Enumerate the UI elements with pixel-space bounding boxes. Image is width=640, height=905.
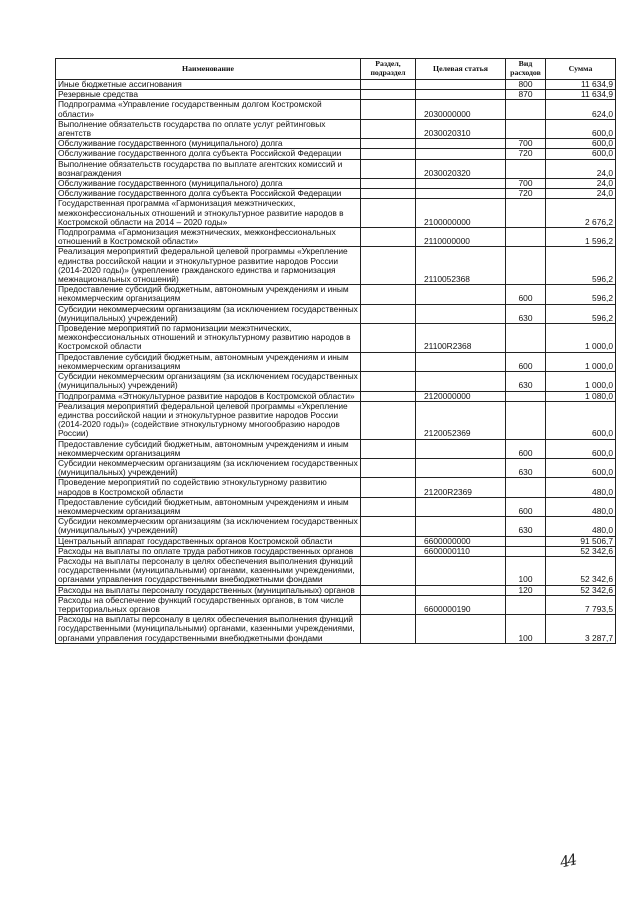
cell-name: Подпрограмма «Этнокультурное развитие народов в Костромской области»: [56, 391, 361, 401]
table-row: [56, 536, 616, 546]
cell-section: [361, 497, 416, 516]
header-type: Вид расходов: [506, 59, 546, 80]
cell-target: 6600000190: [416, 595, 506, 614]
cell-target: [416, 80, 506, 90]
table-row: [56, 100, 616, 119]
cell-type: [506, 247, 546, 285]
cell-type: 120: [506, 585, 546, 595]
cell-sum: 624,0: [546, 100, 616, 119]
cell-name: Иные бюджетные ассигнования: [56, 80, 361, 90]
cell-section: [361, 517, 416, 536]
cell-section: [361, 139, 416, 149]
cell-target: 2030020310: [416, 119, 506, 138]
cell-section: [361, 478, 416, 497]
cell-type: 600: [506, 285, 546, 304]
cell-sum: 1 000,0: [546, 324, 616, 353]
cell-name: Проведение мероприятий по гармонизации межэтнических, межконфессиональных отношений и этнокультурному развитию народов в Костромской области: [56, 324, 361, 353]
cell-name: Предоставление субсидий бюджетным, автономным учреждениям и иным некоммерческим организациям: [56, 497, 361, 516]
cell-type: 700: [506, 179, 546, 189]
table-row: [56, 285, 616, 304]
table-row: [56, 304, 616, 323]
cell-section: [361, 458, 416, 477]
cell-target: 2030020320: [416, 159, 506, 178]
cell-name: Расходы на выплаты персоналу государственных (муниципальных) органов: [56, 585, 361, 595]
cell-type: 600: [506, 439, 546, 458]
cell-target: 2100000000: [416, 199, 506, 228]
table-row: [56, 517, 616, 536]
cell-sum: 480,0: [546, 478, 616, 497]
cell-section: [361, 189, 416, 199]
table-row: [56, 372, 616, 391]
cell-section: [361, 80, 416, 90]
cell-name: Предоставление субсидий бюджетным, автономным учреждениям и иным некоммерческим организациям: [56, 439, 361, 458]
table-row: [56, 139, 616, 149]
cell-name: Субсидии некоммерческим организациям (за исключением государственных (муниципальных) учреждений): [56, 372, 361, 391]
table-row: [56, 458, 616, 477]
table-header-row: [56, 59, 616, 80]
cell-target: 6600000110: [416, 546, 506, 556]
cell-name: Расходы на выплаты персоналу в целях обеспечения выполнения функций государственными (муниципальными) органами, казенными учреждениями, органами управления государственными внебюджетными фондами: [56, 615, 361, 644]
table-row: [56, 352, 616, 371]
table-row: [56, 179, 616, 189]
cell-section: [361, 352, 416, 371]
table-row: [56, 228, 616, 247]
cell-sum: 596,2: [546, 304, 616, 323]
cell-sum: 24,0: [546, 179, 616, 189]
cell-section: [361, 324, 416, 353]
cell-type: 630: [506, 517, 546, 536]
cell-section: [361, 546, 416, 556]
cell-section: [361, 556, 416, 585]
cell-section: [361, 159, 416, 178]
cell-type: [506, 324, 546, 353]
cell-name: Реализация мероприятий федеральной целевой программы «Укрепление единства российской нации и этнокультурное развитие народов России (2014-2020 годы)» (укрепление гражданского единства и гармонизация межнациональных отношений): [56, 247, 361, 285]
cell-sum: 480,0: [546, 517, 616, 536]
cell-type: 630: [506, 372, 546, 391]
cell-target: [416, 139, 506, 149]
cell-type: [506, 546, 546, 556]
cell-name: Обслуживание государственного долга субъекта Российской Федерации: [56, 149, 361, 159]
header-target: Целевая статья: [416, 59, 506, 80]
cell-type: 800: [506, 80, 546, 90]
cell-target: [416, 352, 506, 371]
cell-type: [506, 478, 546, 497]
cell-target: [416, 517, 506, 536]
cell-section: [361, 100, 416, 119]
cell-target: 2030000000: [416, 100, 506, 119]
cell-name: Выполнение обязательств государства по оплате услуг рейтинговых агентств: [56, 119, 361, 138]
cell-name: Реализация мероприятий федеральной целевой программы «Укрепление единства российской нации и этнокультурное развитие народов России (2014-2020 годы)» (содействие этнокультурному многообразию народов России): [56, 401, 361, 439]
cell-section: [361, 228, 416, 247]
cell-section: [361, 199, 416, 228]
cell-name: Обслуживание государственного (муниципального) долга: [56, 179, 361, 189]
cell-section: [361, 119, 416, 138]
cell-sum: 1 080,0: [546, 391, 616, 401]
cell-name: Расходы на выплаты по оплате труда работников государственных органов: [56, 546, 361, 556]
cell-sum: 24,0: [546, 159, 616, 178]
table-row: [56, 439, 616, 458]
cell-section: [361, 615, 416, 644]
cell-sum: 24,0: [546, 189, 616, 199]
cell-section: [361, 247, 416, 285]
cell-type: 100: [506, 615, 546, 644]
cell-name: Предоставление субсидий бюджетным, автономным учреждениям и иным некоммерческим организациям: [56, 285, 361, 304]
cell-sum: 11 634,9: [546, 90, 616, 100]
table-row: [56, 324, 616, 353]
cell-section: [361, 90, 416, 100]
cell-sum: 3 287,7: [546, 615, 616, 644]
cell-type: [506, 119, 546, 138]
cell-section: [361, 439, 416, 458]
cell-sum: 596,2: [546, 285, 616, 304]
table-row: [56, 401, 616, 439]
cell-type: [506, 159, 546, 178]
table-row: [56, 478, 616, 497]
cell-target: 6600000000: [416, 536, 506, 546]
cell-type: 600: [506, 352, 546, 371]
table-row: [56, 119, 616, 138]
cell-section: [361, 391, 416, 401]
cell-sum: 91 506,7: [546, 536, 616, 546]
cell-section: [361, 149, 416, 159]
cell-section: [361, 285, 416, 304]
cell-target: [416, 497, 506, 516]
cell-name: Расходы на обеспечение функций государственных органов, в том числе территориальных органов: [56, 595, 361, 614]
cell-target: [416, 149, 506, 159]
cell-type: 600: [506, 497, 546, 516]
table-row: [56, 391, 616, 401]
table-row: [56, 546, 616, 556]
cell-sum: 1 596,2: [546, 228, 616, 247]
table-row: [56, 585, 616, 595]
cell-target: [416, 439, 506, 458]
cell-type: 720: [506, 189, 546, 199]
cell-section: [361, 585, 416, 595]
table-body: [56, 80, 616, 644]
cell-sum: 2 676,2: [546, 199, 616, 228]
cell-name: Выполнение обязательств государства по выплате агентских комиссий и вознаграждения: [56, 159, 361, 178]
table-row: [56, 80, 616, 90]
cell-sum: 600,0: [546, 119, 616, 138]
cell-section: [361, 401, 416, 439]
budget-table: [55, 58, 616, 644]
cell-target: [416, 304, 506, 323]
cell-target: [416, 90, 506, 100]
cell-section: [361, 372, 416, 391]
cell-type: 700: [506, 139, 546, 149]
cell-target: 21200R2369: [416, 478, 506, 497]
cell-type: [506, 401, 546, 439]
cell-sum: 52 342,6: [546, 556, 616, 585]
cell-name: Проведение мероприятий по содействию этнокультурному развитию народов в Костромской области: [56, 478, 361, 497]
table-row: [56, 149, 616, 159]
table-row: [56, 189, 616, 199]
cell-target: [416, 458, 506, 477]
cell-name: Субсидии некоммерческим организациям (за исключением государственных (муниципальных) учреждений): [56, 458, 361, 477]
cell-type: 720: [506, 149, 546, 159]
table-row: [56, 595, 616, 614]
cell-section: [361, 536, 416, 546]
cell-target: 21100R2368: [416, 324, 506, 353]
header-sum: Сумма: [546, 59, 616, 80]
cell-sum: 7 793,5: [546, 595, 616, 614]
cell-name: Обслуживание государственного долга субъекта Российской Федерации: [56, 189, 361, 199]
cell-name: Субсидии некоммерческим организациям (за исключением государственных (муниципальных) учреждений): [56, 304, 361, 323]
table-row: [56, 497, 616, 516]
cell-name: Подпрограмма «Управление государственным долгом Костромской области»: [56, 100, 361, 119]
budget-table-page: [55, 58, 615, 644]
cell-target: [416, 615, 506, 644]
cell-type: [506, 199, 546, 228]
cell-name: Резервные средства: [56, 90, 361, 100]
cell-sum: 480,0: [546, 497, 616, 516]
cell-type: 630: [506, 458, 546, 477]
cell-sum: 11 634,9: [546, 80, 616, 90]
cell-sum: 1 000,0: [546, 352, 616, 371]
cell-name: Государственная программа «Гармонизация межэтнических, межконфессиональных отношений и этнокультурное развитие народов в Костромской области на 2014 – 2020 годы»: [56, 199, 361, 228]
cell-target: [416, 585, 506, 595]
cell-type: [506, 228, 546, 247]
cell-sum: 600,0: [546, 458, 616, 477]
cell-name: Центральный аппарат государственных органов Костромской области: [56, 536, 361, 546]
header-name: Наименование: [56, 59, 361, 80]
table-row: [56, 90, 616, 100]
table-row: [56, 247, 616, 285]
cell-target: 2110000000: [416, 228, 506, 247]
cell-type: 100: [506, 556, 546, 585]
cell-sum: 52 342,6: [546, 546, 616, 556]
cell-section: [361, 595, 416, 614]
cell-name: Расходы на выплаты персоналу в целях обеспечения выполнения функций государственными (муниципальными) органами, казенными учреждениями, органами управления государственными внебюджетными фондами: [56, 556, 361, 585]
cell-type: [506, 536, 546, 546]
cell-sum: 600,0: [546, 401, 616, 439]
table-row: [56, 556, 616, 585]
cell-target: [416, 189, 506, 199]
cell-type: [506, 100, 546, 119]
cell-sum: 600,0: [546, 439, 616, 458]
page-number-handwritten: 44: [558, 850, 577, 872]
cell-sum: 600,0: [546, 149, 616, 159]
cell-target: [416, 285, 506, 304]
cell-type: 630: [506, 304, 546, 323]
cell-type: [506, 595, 546, 614]
cell-type: 870: [506, 90, 546, 100]
cell-name: Обслуживание государственного (муниципального) долга: [56, 139, 361, 149]
cell-target: 2120000000: [416, 391, 506, 401]
cell-target: [416, 372, 506, 391]
table-row: [56, 159, 616, 178]
cell-section: [361, 304, 416, 323]
cell-type: [506, 391, 546, 401]
cell-target: 2120052369: [416, 401, 506, 439]
cell-target: 2110052368: [416, 247, 506, 285]
table-row: [56, 199, 616, 228]
cell-target: [416, 179, 506, 189]
cell-section: [361, 179, 416, 189]
header-section: Раздел, подраздел: [361, 59, 416, 80]
table-row: [56, 615, 616, 644]
cell-sum: 1 000,0: [546, 372, 616, 391]
cell-sum: 596,2: [546, 247, 616, 285]
cell-sum: 600,0: [546, 139, 616, 149]
cell-sum: 52 342,6: [546, 585, 616, 595]
cell-target: [416, 556, 506, 585]
cell-name: Субсидии некоммерческим организациям (за исключением государственных (муниципальных) учреждений): [56, 517, 361, 536]
cell-name: Предоставление субсидий бюджетным, автономным учреждениям и иным некоммерческим организациям: [56, 352, 361, 371]
cell-name: Подпрограмма «Гармонизация межэтнических, межконфессиональных отношений в Костромской области»: [56, 228, 361, 247]
